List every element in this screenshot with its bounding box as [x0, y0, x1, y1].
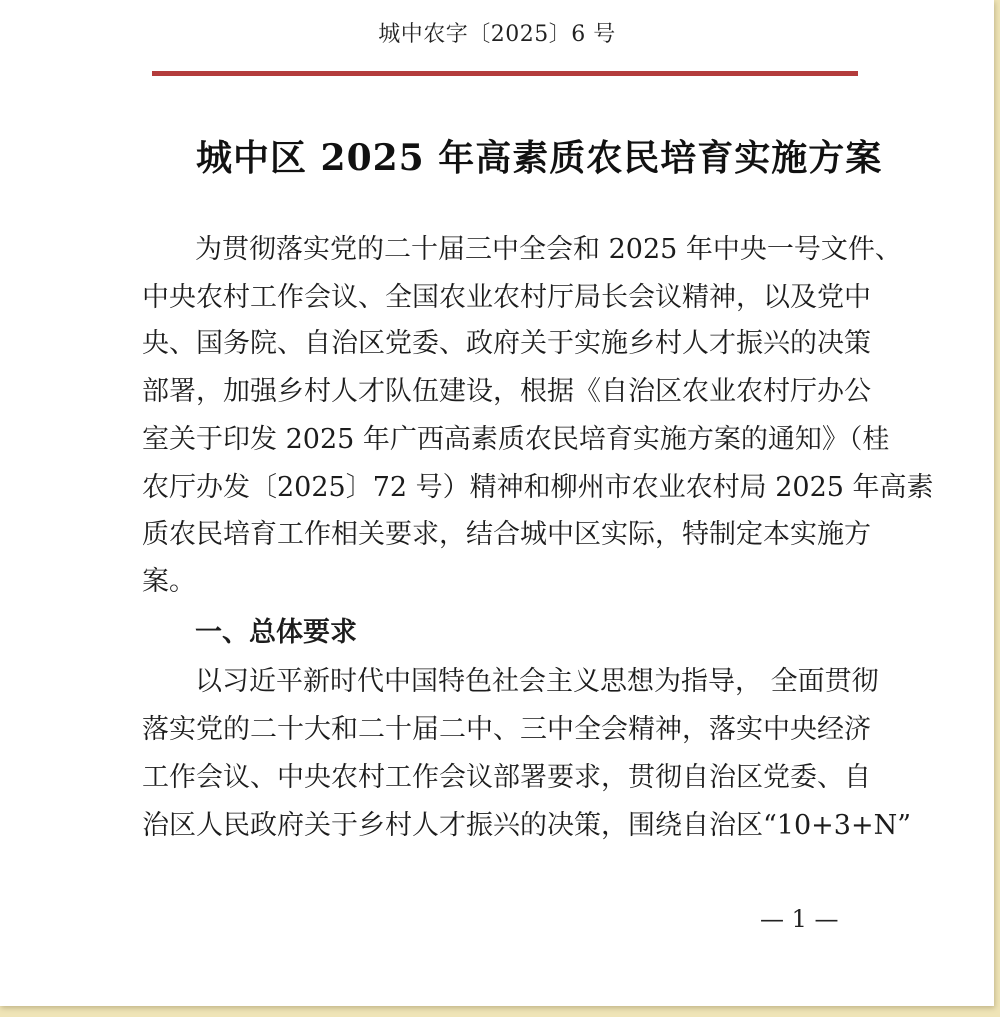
body-line: 室关于印发 2025 年广西高素质农民培育实施方案的通知》（桂: [142, 424, 890, 455]
body-line: 工作会议、中央农村工作会议部署要求，贯彻自治区党委、自: [142, 762, 871, 793]
body-line: 以习近平新时代中国特色社会主义思想为指导， 全面贯彻: [195, 666, 879, 697]
body-line: 央、国务院、自治区党委、政府关于实施乡村人才振兴的决策: [142, 328, 871, 359]
body-line: 农厅办发〔2025〕72 号）精神和柳州市农业农村局 2025 年高素: [142, 472, 934, 503]
document-title: 城中区 2025 年高素质农民培育实施方案: [196, 137, 883, 179]
body-line: 案。: [142, 566, 196, 597]
body-line: 为贯彻落实党的二十届三中全会和 2025 年中央一号文件、: [195, 234, 902, 265]
body-line: 质农民培育工作相关要求，结合城中区实际，特制定本实施方: [142, 519, 871, 550]
red-header-rule: [152, 71, 858, 76]
section-heading: 一、总体要求: [195, 617, 357, 648]
body-line: 部署，加强乡村人才队伍建设，根据《自治区农业农村厅办公: [142, 376, 871, 407]
body-line: 落实党的二十大和二十届二中、三中全会精神，落实中央经济: [142, 714, 871, 745]
page-number: — 1 —: [760, 905, 839, 933]
body-line: 治区人民政府关于乡村人才振兴的决策，围绕自治区“10+3+N”: [142, 810, 912, 841]
document-number: 城中农字〔2025〕6 号: [378, 22, 616, 47]
body-line: 中央农村工作会议、全国农业农村厅局长会议精神，以及党中: [142, 282, 871, 313]
